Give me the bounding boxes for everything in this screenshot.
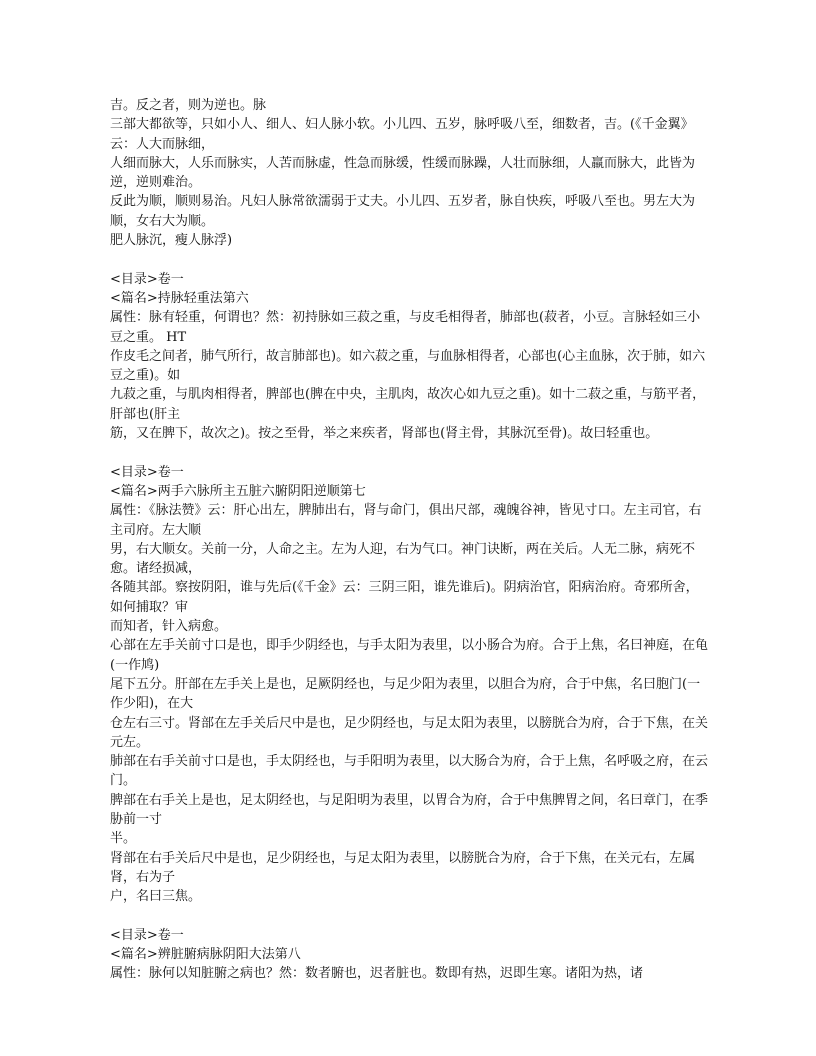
catalog-heading: <目录>卷一 (110, 927, 184, 943)
text-line: 人细而脉大，人乐而脉实，人苦而脉虚，性急而脉缓，性缓而脉躁，人壮而脉细，人羸而脉大，此皆为逆，逆则难治。 (110, 155, 696, 191)
text-line: 半。 (110, 831, 137, 847)
text-line: 作皮毛之间者，肺气所行，故言肺部也)。如六菽之重，与血脉相得者，心部也(心主血脉，次于肺，如六豆之重)。如 (110, 348, 706, 384)
section-chapter-6 (110, 270, 708, 444)
text-line: 而知者，针入病愈。 (110, 619, 228, 635)
section-chapter-7 (110, 463, 708, 907)
text-line: 肾部在右手关后尺中是也，足少阴经也，与足太阳为表里，以膀胱合为府，合于下焦，在关元右，左属肾，右为子 (110, 850, 696, 885)
chapter-title: <篇名>持脉轻重法第六 (110, 290, 249, 306)
section-pulse-conclusion (110, 96, 708, 250)
text-line: 肥人脉沉，瘦人脉浮) (110, 233, 233, 249)
text-line: 心部在左手关前寸口是也，即手少阴经也，与手太阳为表里，以小肠合为府。合于上焦，名曰神庭，在龟(一作鸠) (110, 638, 709, 673)
chapter-title: <篇名>两手六脉所主五脏六腑阴阳逆顺第七 (110, 483, 366, 499)
text-line: 仓左右三寸。肾部在左手关后尺中是也，足少阴经也，与足太阳为表里，以膀胱合为府，合于下焦，在关元左。 (110, 715, 709, 750)
text-line: 属性：脉何以知脏腑之病也？然：数者腑也，迟者脏也。数即有热，迟即生寒。诸阳为热，诸 (110, 966, 644, 982)
text-line: 筋，又在脾下，故次之)。按之至骨，举之来疾者，肾部也(肾主骨，其脉沉至骨)。故曰轻重也。 (110, 426, 659, 442)
text-line: 脾部在右手关上是也，足太阴经也，与足阳明为表里，以胃合为府，合于中焦脾胃之间，名曰章门，在季胁前一寸 (110, 792, 709, 827)
text-line: 肺部在右手关前寸口是也，手太阴经也，与手阳明为表里，以大肠合为府，合于上焦，名呼吸之府，在云门。 (110, 754, 709, 789)
paragraph-gap (110, 906, 708, 925)
text-line: 男，右大顺女。关前一分，人命之主。左为人迎，右为气口。神门诀断，两在关后。人无二脉，病死不愈。诸经损减， (110, 541, 696, 577)
text-line: 三部大都欲等，只如小人、细人、妇人脉小软。小儿四、五岁，脉呼吸八至，细数者，吉。(《千金翼》云：人大而脉细， (110, 117, 694, 152)
paragraph-gap (110, 250, 708, 269)
text-line: 户，名曰三焦。 (110, 889, 202, 905)
section-chapter-8 (110, 926, 708, 984)
catalog-heading: <目录>卷一 (110, 271, 184, 287)
text-line: 属性：脉有轻重，何谓也？然：初持脉如三菽之重，与皮毛相得者，肺部也(菽者，小豆。言脉轻如三小豆之重。 HT (110, 310, 701, 345)
paragraph-gap (110, 443, 708, 462)
catalog-heading: <目录>卷一 (110, 464, 184, 480)
text-line: 属性：《脉法赞》云：肝心出左，脾肺出右，肾与命门，俱出尺部，魂魄谷神，皆见寸口。左主司官，右主司府。左大顺 (110, 503, 702, 538)
text-line: 尾下五分。肝部在左手关上是也，足厥阴经也，与足少阳为表里，以胆合为府，合于中焦，名曰胞门(一作少阳)，在大 (110, 676, 701, 712)
text-line: 吉。反之者，则为逆也。脉 (110, 98, 267, 113)
text-line: 各随其部。察按阴阳，谁与先后(《千金》云：三阴三阳，谁先谁后)。阴病治官，阳病治府。奇邪所舍，如何捕取？审 (110, 580, 699, 615)
text-line: 九菽之重，与肌肉相得者，脾部也(脾在中央，主肌肉，故次心如九豆之重)。如十二菽之重，与筋平者，肝部也(肝主 (110, 387, 706, 422)
text-line: 反此为顺，顺则易治。凡妇人脉常欲濡弱于丈夫。小儿四、五岁者，脉自快疾，呼吸八至也。男左大为顺，女右大为顺。 (110, 194, 696, 229)
chapter-title: <篇名>辨脏腑病脉阴阳大法第八 (110, 947, 301, 963)
